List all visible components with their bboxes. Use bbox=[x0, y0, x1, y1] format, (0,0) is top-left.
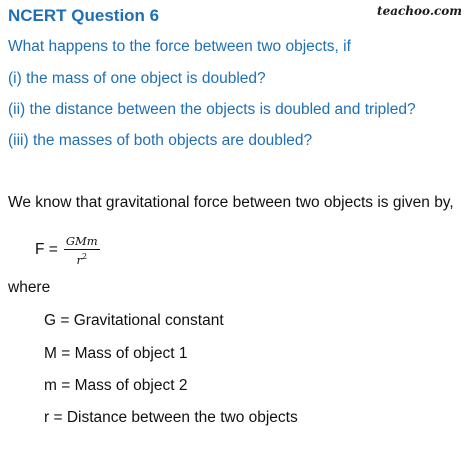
formula-lhs: F = bbox=[35, 241, 58, 258]
question-part-2: (ii) the distance between the objects is doubled and tripled? bbox=[8, 101, 416, 118]
question-intro: What happens to the force between two objects, if bbox=[8, 38, 351, 55]
definition-small-m: m = Mass of object 2 bbox=[44, 377, 188, 394]
gravitation-formula bbox=[35, 232, 100, 268]
formula-fraction bbox=[64, 234, 100, 267]
formula-denominator bbox=[74, 250, 89, 267]
teachoo-logo: teachoo.com bbox=[377, 4, 462, 18]
formula-denominator-exponent: 2 bbox=[81, 251, 88, 261]
formula-denominator-base: r bbox=[76, 252, 82, 267]
where-label: where bbox=[8, 279, 51, 296]
question-title: NCERT Question 6 bbox=[8, 6, 160, 25]
question-part-3: (iii) the masses of both objects are doubled? bbox=[8, 132, 313, 149]
definition-r: r = Distance between the two objects bbox=[44, 409, 298, 426]
definition-big-m: M = Mass of object 1 bbox=[44, 345, 188, 362]
question-part-1: (i) the mass of one object is doubled? bbox=[8, 70, 266, 87]
definition-g: G = Gravitational constant bbox=[44, 312, 224, 329]
answer-intro: We know that gravitational force between two objects is given by, bbox=[8, 194, 454, 211]
formula-numerator: GMm bbox=[65, 233, 98, 248]
